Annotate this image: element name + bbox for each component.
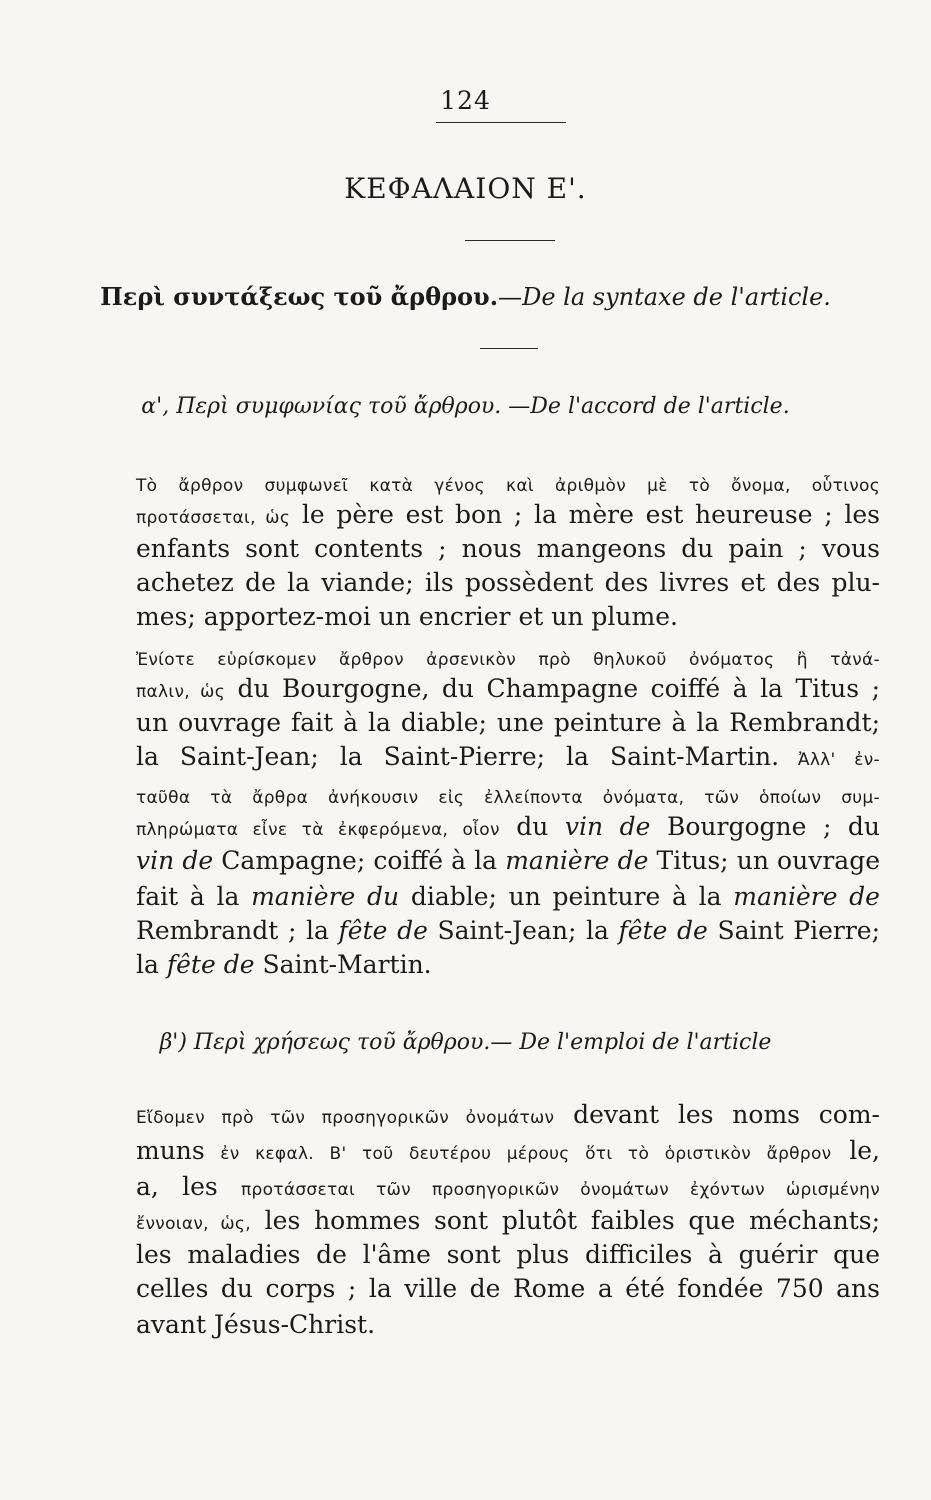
text-line: πληρώματα εἶνε τὰ ἐκφερόμενα, οἷον du vin de Bourgogne ; du bbox=[136, 812, 881, 841]
text-line: a, les προτάσσεται τῶν προσηγορικῶν ὀνομάτων ἐχόντων ὡρισμένην bbox=[136, 1172, 881, 1201]
section-heading-greek: Περὶ συντάξεως τοῦ ἄρθρου. bbox=[100, 282, 499, 311]
text-line: Rembrandt ; la fête de Saint-Jean; la fête de Saint Pierre; bbox=[136, 916, 881, 945]
text-line: Ἐνίοτε εὑρίσκομεν ἄρθρον ἀρσενικὸν πρὸ θηλυκοῦ ὀνόματος ἢ τἀνά- bbox=[136, 650, 880, 670]
chapter-rule bbox=[465, 240, 555, 241]
text-line: παλιν, ὡς du Bourgogne, du Champagne coiffé à la Titus ; bbox=[136, 674, 880, 703]
page-number: 124 bbox=[440, 86, 491, 115]
section-heading-french: De la syntaxe de l'article. bbox=[522, 283, 831, 311]
text-line: ἔννοιαν, ὡς, les hommes sont plutôt faibles que méchants; bbox=[136, 1206, 881, 1235]
section-rule bbox=[480, 348, 538, 349]
text-line: celles du corps ; la ville de Rome a été fondée 750 ans bbox=[136, 1274, 880, 1303]
text-line: Εἴδομεν πρὸ τῶν προσηγορικῶν ὀνομάτων devant les noms com- bbox=[136, 1100, 880, 1129]
chapter-title: ΚΕΦΑΛΑΙΟΝ Ε'. bbox=[344, 172, 587, 205]
text-line: la fête de Saint-Martin. bbox=[136, 950, 432, 979]
text-line: fait à la manière du diable; un peinture à la manière de bbox=[136, 882, 880, 911]
text-line: un ouvrage fait à la diable; une peinture à la Rembrandt; bbox=[136, 708, 880, 737]
text-line: les maladies de l'âme sont plus difficiles à guérir que bbox=[136, 1240, 880, 1269]
text-line: la Saint-Jean; la Saint-Pierre; la Saint-Martin. Ἀλλ' ἐν- bbox=[136, 742, 880, 771]
text-line: muns ἐν κεφαλ. Β' τοῦ δευτέρου μέρους ὅτι τὸ ὁριστικὸν ἄρθρον le, bbox=[136, 1136, 880, 1165]
text-line: avant Jésus-Christ. bbox=[136, 1310, 376, 1339]
text-line: vin de Campagne; coiffé à la manière de Titus; un ouvrage bbox=[136, 846, 880, 875]
section-heading-dash: — bbox=[498, 283, 523, 311]
text-line: προτάσσεται, ὡς le père est bon ; la mère est heureuse ; les bbox=[136, 500, 881, 529]
text-line: achetez de la viande; ils possèdent des livres et des plu- bbox=[136, 568, 880, 597]
text-line: Τὸ ἄρθρον συμφωνεῖ κατὰ γένος καὶ ἀριθμὸν μὲ τὸ ὄνομα, οὗτινος bbox=[136, 476, 880, 496]
section-heading bbox=[0, 282, 931, 311]
text-line: ταῦθα τὰ ἄρθρα ἀνήκουσιν εἰς ἐλλείποντα ὀνόματα, τῶν ὁποίων συμ- bbox=[136, 788, 880, 808]
subsection-b-heading: β') Περὶ χρήσεως τοῦ ἄρθρου.— De l'emploi de l'article bbox=[159, 1030, 772, 1055]
subsection-a-heading: α', Περὶ συμφωνίας τοῦ ἄρθρου. —De l'accord de l'article. bbox=[141, 394, 790, 419]
text-line: enfants sont contents ; nous mangeons du pain ; vous bbox=[136, 534, 880, 563]
text-line: mes; apportez-moi un encrier et un plume. bbox=[136, 602, 678, 631]
page-number-rule bbox=[436, 122, 566, 123]
